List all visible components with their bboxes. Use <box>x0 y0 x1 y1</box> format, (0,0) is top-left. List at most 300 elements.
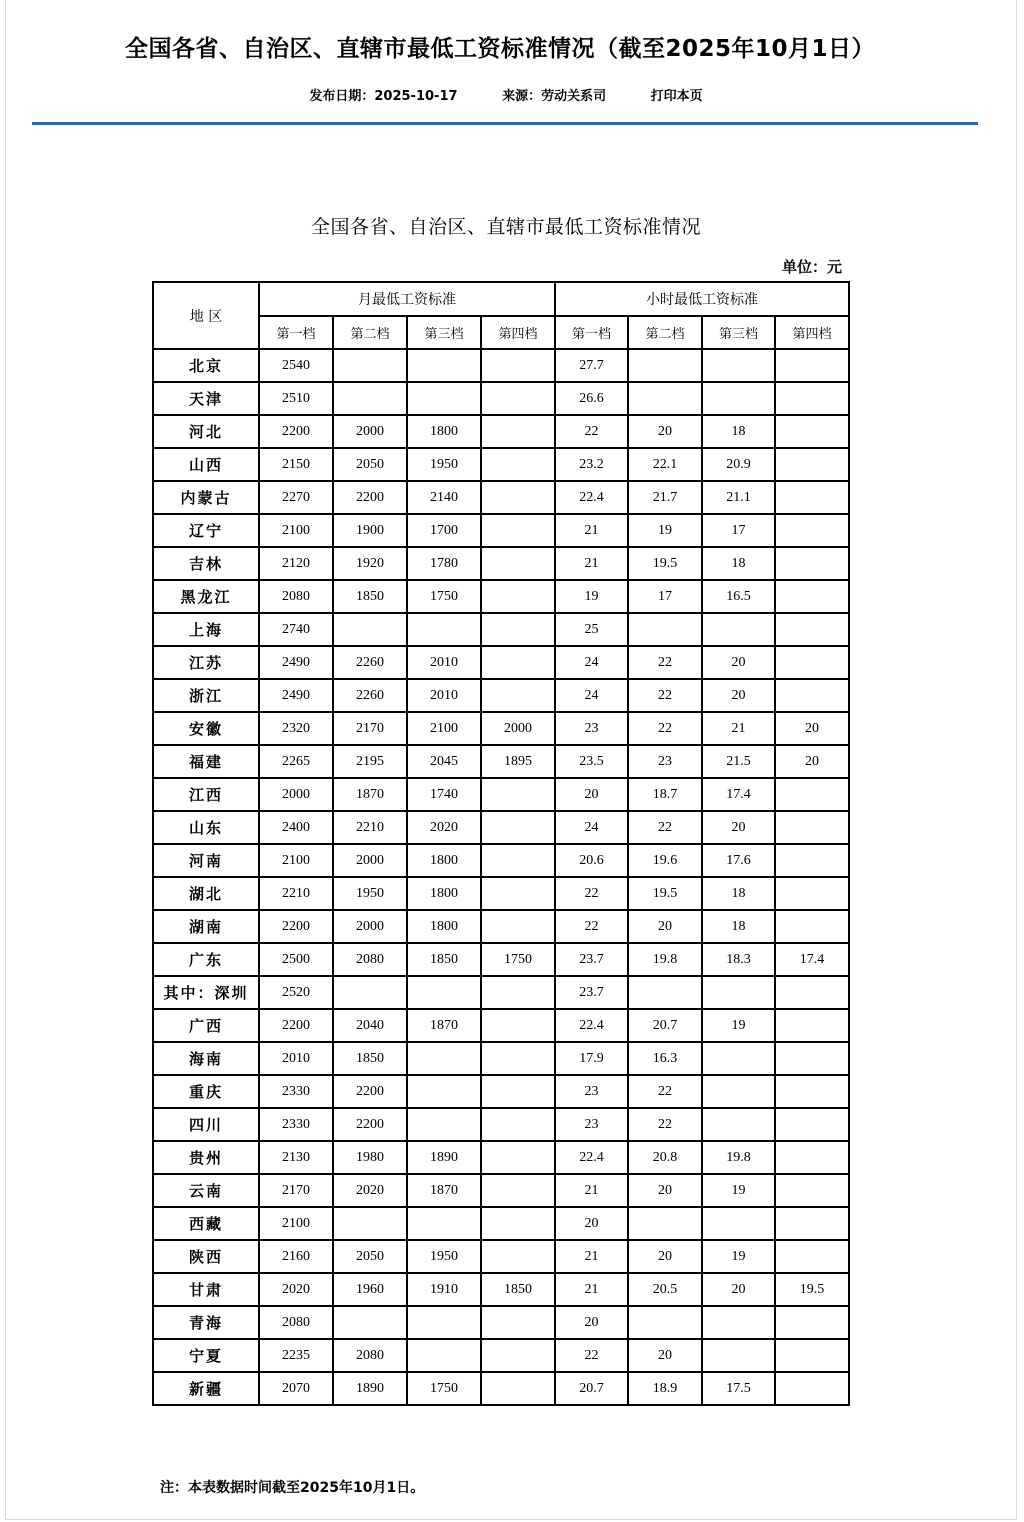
hourly-wage-cell: 20.7 <box>555 1372 628 1405</box>
hourly-wage-cell <box>702 1075 775 1108</box>
table-row <box>153 745 849 778</box>
table-row <box>153 415 849 448</box>
monthly-wage-cell <box>407 382 481 415</box>
source-label: 来源： <box>502 89 542 104</box>
page-title: 全国各省、自治区、直辖市最低工资标准情况（截至2025年10月1日） <box>124 36 876 62</box>
monthly-wage-cell: 1850 <box>333 1042 407 1075</box>
monthly-wage-cell: 1800 <box>407 844 481 877</box>
unit-label: 单位：元 <box>781 258 842 276</box>
monthly-wage-cell: 2100 <box>407 712 481 745</box>
region-cell: 浙江 <box>153 679 259 712</box>
hourly-wage-cell: 20.8 <box>628 1141 702 1174</box>
region-header: 地 区 <box>153 282 259 349</box>
monthly-wage-cell <box>333 976 407 1009</box>
hourly-wage-cell <box>702 349 775 382</box>
region-cell: 湖北 <box>153 877 259 910</box>
region-cell: 重庆 <box>153 1075 259 1108</box>
hourly-wage-cell: 22 <box>628 646 702 679</box>
monthly-wage-cell: 1870 <box>407 1009 481 1042</box>
hourly-wage-cell <box>775 514 849 547</box>
monthly-wage-cell: 1910 <box>407 1273 481 1306</box>
hourly-wage-cell: 23.2 <box>555 448 628 481</box>
monthly-wage-cell <box>333 1306 407 1339</box>
hourly-wage-cell: 23 <box>628 745 702 778</box>
hourly-wage-cell: 17.5 <box>702 1372 775 1405</box>
hourly-wage-cell <box>775 1174 849 1207</box>
hourly-wage-cell <box>775 1141 849 1174</box>
hourly-wage-cell <box>775 613 849 646</box>
hourly-wage-cell <box>775 547 849 580</box>
hourly-wage-cell: 20 <box>628 1240 702 1273</box>
monthly-wage-cell: 2080 <box>333 1339 407 1372</box>
monthly-wage-cell: 2080 <box>333 943 407 976</box>
monthly-wage-cell <box>481 811 555 844</box>
monthly-wage-cell <box>481 481 555 514</box>
hourly-wage-cell <box>775 349 849 382</box>
region-cell: 吉林 <box>153 547 259 580</box>
hourly-wage-cell: 23.7 <box>555 943 628 976</box>
article-meta <box>0 85 1012 104</box>
hourly-wage-cell <box>775 1339 849 1372</box>
hourly-wage-cell: 18 <box>702 547 775 580</box>
region-cell: 北京 <box>153 349 259 382</box>
monthly-wage-cell <box>407 349 481 382</box>
monthly-wage-cell <box>481 1108 555 1141</box>
monthly-wage-cell: 2080 <box>259 580 333 613</box>
header-divider <box>32 122 978 125</box>
hourly-wage-cell: 16.5 <box>702 580 775 613</box>
table-row <box>153 811 849 844</box>
table-note: 注：本表数据时间截至2025年10月1日。 <box>160 1480 425 1496</box>
tier-header-cell: 第四档 <box>481 316 555 349</box>
table-row <box>153 1075 849 1108</box>
hourly-wage-cell: 26.6 <box>555 382 628 415</box>
monthly-wage-cell: 2070 <box>259 1372 333 1405</box>
region-cell: 内蒙古 <box>153 481 259 514</box>
monthly-wage-cell <box>481 910 555 943</box>
hourly-wage-cell: 20 <box>628 1339 702 1372</box>
hourly-wage-cell <box>775 1207 849 1240</box>
monthly-wage-cell <box>481 1141 555 1174</box>
monthly-wage-cell: 2200 <box>333 1075 407 1108</box>
hourly-header: 小时最低工资标准 <box>555 282 849 316</box>
hourly-wage-cell: 22 <box>628 811 702 844</box>
table-row <box>153 349 849 382</box>
hourly-wage-cell: 17 <box>628 580 702 613</box>
region-cell: 广西 <box>153 1009 259 1042</box>
hourly-wage-cell: 23 <box>555 1075 628 1108</box>
table-row <box>153 646 849 679</box>
hourly-wage-cell <box>775 679 849 712</box>
wage-table-body <box>153 349 849 1405</box>
region-cell: 湖南 <box>153 910 259 943</box>
monthly-wage-cell: 2020 <box>333 1174 407 1207</box>
monthly-wage-cell <box>481 1207 555 1240</box>
monthly-wage-cell <box>333 613 407 646</box>
hourly-wage-cell: 21.1 <box>702 481 775 514</box>
monthly-wage-cell: 2000 <box>259 778 333 811</box>
hourly-wage-cell <box>775 646 849 679</box>
table-row <box>153 1273 849 1306</box>
tier-header-cell: 第三档 <box>702 316 775 349</box>
hourly-wage-cell: 22 <box>555 415 628 448</box>
hourly-wage-cell <box>775 844 849 877</box>
hourly-wage-cell <box>775 481 849 514</box>
table-row <box>153 976 849 1009</box>
hourly-wage-cell <box>775 877 849 910</box>
region-cell: 陕西 <box>153 1240 259 1273</box>
monthly-wage-cell: 1750 <box>481 943 555 976</box>
monthly-wage-cell <box>481 514 555 547</box>
table-row <box>153 1141 849 1174</box>
hourly-wage-cell: 21 <box>555 547 628 580</box>
monthly-wage-cell <box>481 877 555 910</box>
monthly-wage-cell: 2265 <box>259 745 333 778</box>
hourly-wage-cell: 24 <box>555 811 628 844</box>
hourly-wage-cell: 20 <box>555 778 628 811</box>
hourly-wage-cell: 22 <box>628 1108 702 1141</box>
monthly-wage-cell: 1890 <box>407 1141 481 1174</box>
hourly-wage-cell <box>702 1306 775 1339</box>
hourly-wage-cell: 20.6 <box>555 844 628 877</box>
monthly-wage-cell: 2000 <box>481 712 555 745</box>
hourly-wage-cell: 22 <box>628 712 702 745</box>
monthly-wage-cell: 2120 <box>259 547 333 580</box>
hourly-wage-cell <box>702 1108 775 1141</box>
table-row <box>153 1108 849 1141</box>
monthly-wage-cell: 2195 <box>333 745 407 778</box>
monthly-wage-cell: 1800 <box>407 415 481 448</box>
hourly-wage-cell: 21 <box>555 1240 628 1273</box>
hourly-wage-cell: 21.5 <box>702 745 775 778</box>
table-row <box>153 1339 849 1372</box>
monthly-wage-cell <box>481 448 555 481</box>
table-row <box>153 382 849 415</box>
monthly-wage-cell: 2200 <box>333 481 407 514</box>
monthly-wage-cell: 2210 <box>333 811 407 844</box>
monthly-wage-cell <box>481 1042 555 1075</box>
monthly-wage-cell <box>481 1372 555 1405</box>
monthly-wage-cell <box>481 976 555 1009</box>
hourly-wage-cell <box>702 1339 775 1372</box>
monthly-wage-cell: 2200 <box>333 1108 407 1141</box>
hourly-wage-cell: 22.4 <box>555 1009 628 1042</box>
region-cell: 宁夏 <box>153 1339 259 1372</box>
hourly-wage-cell: 22.4 <box>555 1141 628 1174</box>
hourly-wage-cell: 18.9 <box>628 1372 702 1405</box>
publish-info <box>309 89 457 104</box>
hourly-wage-cell <box>775 580 849 613</box>
table-row <box>153 910 849 943</box>
monthly-wage-cell <box>481 1339 555 1372</box>
hourly-wage-cell: 18 <box>702 877 775 910</box>
monthly-wage-cell: 2200 <box>259 910 333 943</box>
hourly-wage-cell: 23 <box>555 1108 628 1141</box>
hourly-wage-cell: 20.7 <box>628 1009 702 1042</box>
region-cell: 广东 <box>153 943 259 976</box>
monthly-wage-cell: 1980 <box>333 1141 407 1174</box>
hourly-wage-cell: 19.8 <box>702 1141 775 1174</box>
publish-date: 2025-10-17 <box>374 89 458 104</box>
monthly-wage-cell: 2140 <box>407 481 481 514</box>
table-row <box>153 778 849 811</box>
monthly-wage-cell: 1850 <box>333 580 407 613</box>
hourly-wage-cell <box>775 1306 849 1339</box>
region-cell: 辽宁 <box>153 514 259 547</box>
monthly-wage-cell: 2490 <box>259 646 333 679</box>
hourly-wage-cell: 22 <box>555 877 628 910</box>
monthly-wage-cell: 1780 <box>407 547 481 580</box>
hourly-wage-cell: 18 <box>702 910 775 943</box>
monthly-wage-cell <box>481 844 555 877</box>
table-row <box>153 613 849 646</box>
hourly-wage-cell: 23 <box>555 712 628 745</box>
print-page-link[interactable]: 打印本页 <box>650 89 703 104</box>
monthly-wage-cell: 2270 <box>259 481 333 514</box>
hourly-wage-cell: 23.7 <box>555 976 628 1009</box>
monthly-wage-cell: 2500 <box>259 943 333 976</box>
hourly-wage-cell: 19.6 <box>628 844 702 877</box>
hourly-wage-cell <box>775 976 849 1009</box>
monthly-wage-cell <box>407 1108 481 1141</box>
monthly-wage-cell: 2200 <box>259 415 333 448</box>
hourly-wage-cell: 20 <box>702 811 775 844</box>
table-row <box>153 547 849 580</box>
hourly-wage-cell: 25 <box>555 613 628 646</box>
table-row <box>153 712 849 745</box>
monthly-wage-cell: 2170 <box>259 1174 333 1207</box>
hourly-wage-cell: 27.7 <box>555 349 628 382</box>
monthly-wage-cell <box>481 1009 555 1042</box>
hourly-wage-cell: 19.5 <box>775 1273 849 1306</box>
hourly-wage-cell: 24 <box>555 646 628 679</box>
monthly-wage-cell <box>407 976 481 1009</box>
monthly-wage-cell <box>407 1306 481 1339</box>
hourly-wage-cell: 20 <box>555 1306 628 1339</box>
hourly-wage-cell: 20 <box>775 712 849 745</box>
monthly-wage-cell: 2260 <box>333 646 407 679</box>
region-cell: 四川 <box>153 1108 259 1141</box>
table-title: 全国各省、自治区、直辖市最低工资标准情况 <box>310 216 701 238</box>
hourly-wage-cell: 21 <box>555 514 628 547</box>
table-row <box>153 679 849 712</box>
source-info <box>502 89 606 104</box>
region-cell: 江西 <box>153 778 259 811</box>
hourly-wage-cell: 22 <box>555 910 628 943</box>
monthly-wage-cell: 2020 <box>407 811 481 844</box>
monthly-wage-cell: 2520 <box>259 976 333 1009</box>
hourly-wage-cell <box>775 382 849 415</box>
tier-header-cell: 第一档 <box>259 316 333 349</box>
hourly-wage-cell: 17.4 <box>702 778 775 811</box>
hourly-wage-cell <box>775 1372 849 1405</box>
monthly-wage-cell: 2100 <box>259 514 333 547</box>
monthly-wage-cell: 2130 <box>259 1141 333 1174</box>
hourly-wage-cell <box>702 1042 775 1075</box>
region-cell: 甘肃 <box>153 1273 259 1306</box>
monthly-wage-cell <box>481 349 555 382</box>
monthly-wage-cell <box>481 580 555 613</box>
hourly-wage-cell: 19.5 <box>628 547 702 580</box>
hourly-wage-cell: 23.5 <box>555 745 628 778</box>
hourly-wage-cell <box>775 1240 849 1273</box>
table-row <box>153 943 849 976</box>
monthly-wage-cell: 2210 <box>259 877 333 910</box>
region-cell: 河北 <box>153 415 259 448</box>
monthly-wage-cell: 1850 <box>407 943 481 976</box>
hourly-wage-cell: 22 <box>555 1339 628 1372</box>
hourly-wage-cell: 20 <box>775 745 849 778</box>
hourly-wage-cell: 20 <box>628 910 702 943</box>
hourly-wage-cell <box>775 910 849 943</box>
region-cell: 安徽 <box>153 712 259 745</box>
monthly-wage-cell <box>481 646 555 679</box>
table-row <box>153 1009 849 1042</box>
region-cell: 西藏 <box>153 1207 259 1240</box>
hourly-wage-cell <box>775 1108 849 1141</box>
monthly-wage-cell: 2150 <box>259 448 333 481</box>
table-row <box>153 1207 849 1240</box>
monthly-wage-cell: 2200 <box>259 1009 333 1042</box>
region-cell: 天津 <box>153 382 259 415</box>
monthly-wage-cell: 2020 <box>259 1273 333 1306</box>
monthly-wage-cell <box>481 778 555 811</box>
region-cell: 其中：深圳 <box>153 976 259 1009</box>
monthly-wage-cell: 1700 <box>407 514 481 547</box>
hourly-wage-cell: 20 <box>702 646 775 679</box>
monthly-wage-cell: 1850 <box>481 1273 555 1306</box>
monthly-wage-cell <box>333 349 407 382</box>
hourly-wage-cell <box>702 976 775 1009</box>
hourly-wage-cell <box>628 1207 702 1240</box>
tier-header-cell: 第一档 <box>555 316 628 349</box>
hourly-wage-cell: 22 <box>628 679 702 712</box>
hourly-wage-cell <box>702 382 775 415</box>
region-cell: 贵州 <box>153 1141 259 1174</box>
hourly-wage-cell: 18 <box>702 415 775 448</box>
region-cell: 福建 <box>153 745 259 778</box>
monthly-wage-cell: 2740 <box>259 613 333 646</box>
monthly-wage-cell: 2170 <box>333 712 407 745</box>
monthly-wage-cell: 2235 <box>259 1339 333 1372</box>
monthly-wage-cell: 1960 <box>333 1273 407 1306</box>
hourly-wage-cell: 19.8 <box>628 943 702 976</box>
monthly-wage-cell: 1750 <box>407 1372 481 1405</box>
region-cell: 江苏 <box>153 646 259 679</box>
table-row <box>153 1240 849 1273</box>
hourly-wage-cell: 21 <box>555 1174 628 1207</box>
hourly-wage-cell: 21 <box>555 1273 628 1306</box>
table-row <box>153 877 849 910</box>
monthly-wage-cell <box>481 415 555 448</box>
monthly-wage-cell: 1870 <box>407 1174 481 1207</box>
hourly-wage-cell: 16.3 <box>628 1042 702 1075</box>
hourly-wage-cell: 22.4 <box>555 481 628 514</box>
monthly-wage-cell: 1800 <box>407 877 481 910</box>
hourly-wage-cell <box>775 415 849 448</box>
monthly-wage-cell: 2010 <box>407 679 481 712</box>
hourly-wage-cell <box>702 613 775 646</box>
tier-header-cell: 第二档 <box>628 316 702 349</box>
monthly-wage-cell <box>481 382 555 415</box>
monthly-wage-cell: 2000 <box>333 415 407 448</box>
region-cell: 青海 <box>153 1306 259 1339</box>
hourly-wage-cell <box>628 382 702 415</box>
hourly-wage-cell <box>628 613 702 646</box>
tier-header-cell: 第三档 <box>407 316 481 349</box>
hourly-wage-cell: 20 <box>628 415 702 448</box>
hourly-wage-cell: 18.3 <box>702 943 775 976</box>
monthly-wage-cell: 1740 <box>407 778 481 811</box>
hourly-wage-cell: 17.6 <box>702 844 775 877</box>
monthly-wage-cell: 2160 <box>259 1240 333 1273</box>
hourly-wage-cell: 20 <box>702 679 775 712</box>
table-row <box>153 448 849 481</box>
region-cell: 山西 <box>153 448 259 481</box>
monthly-wage-cell: 2010 <box>407 646 481 679</box>
hourly-wage-cell <box>628 349 702 382</box>
monthly-wage-cell <box>407 1339 481 1372</box>
monthly-wage-cell: 2510 <box>259 382 333 415</box>
hourly-wage-cell <box>702 1207 775 1240</box>
table-row <box>153 481 849 514</box>
hourly-wage-cell: 19.5 <box>628 877 702 910</box>
monthly-wage-cell <box>481 1174 555 1207</box>
monthly-wage-cell <box>407 613 481 646</box>
monthly-wage-cell: 2100 <box>259 1207 333 1240</box>
monthly-wage-cell: 2040 <box>333 1009 407 1042</box>
monthly-wage-cell: 2000 <box>333 844 407 877</box>
monthly-wage-cell: 1920 <box>333 547 407 580</box>
hourly-wage-cell <box>775 1075 849 1108</box>
monthly-wage-cell: 2080 <box>259 1306 333 1339</box>
monthly-wage-cell: 2100 <box>259 844 333 877</box>
monthly-wage-cell: 1750 <box>407 580 481 613</box>
hourly-wage-cell: 17.9 <box>555 1042 628 1075</box>
region-cell: 云南 <box>153 1174 259 1207</box>
monthly-wage-cell <box>333 382 407 415</box>
hourly-wage-cell: 19 <box>628 514 702 547</box>
monthly-wage-cell: 1870 <box>333 778 407 811</box>
hourly-wage-cell <box>775 778 849 811</box>
monthly-wage-cell: 2490 <box>259 679 333 712</box>
wage-table <box>152 281 850 1406</box>
hourly-wage-cell: 20.9 <box>702 448 775 481</box>
hourly-wage-cell <box>775 811 849 844</box>
hourly-wage-cell: 21.7 <box>628 481 702 514</box>
hourly-wage-cell: 20 <box>628 1174 702 1207</box>
region-cell: 海南 <box>153 1042 259 1075</box>
hourly-wage-cell: 18.7 <box>628 778 702 811</box>
monthly-wage-cell <box>407 1207 481 1240</box>
monthly-wage-cell: 1950 <box>407 448 481 481</box>
monthly-wage-cell: 2050 <box>333 1240 407 1273</box>
monthly-wage-cell <box>481 1240 555 1273</box>
table-row <box>153 844 849 877</box>
table-row <box>153 1042 849 1075</box>
monthly-wage-cell: 1950 <box>407 1240 481 1273</box>
table-row <box>153 1372 849 1405</box>
hourly-wage-cell <box>775 1042 849 1075</box>
publish-label: 发布日期： <box>309 89 375 104</box>
table-row <box>153 1174 849 1207</box>
region-cell: 上海 <box>153 613 259 646</box>
hourly-wage-cell: 22.1 <box>628 448 702 481</box>
hourly-wage-cell <box>628 1306 702 1339</box>
monthly-wage-cell: 2320 <box>259 712 333 745</box>
monthly-wage-cell: 1950 <box>333 877 407 910</box>
hourly-wage-cell: 19 <box>702 1174 775 1207</box>
